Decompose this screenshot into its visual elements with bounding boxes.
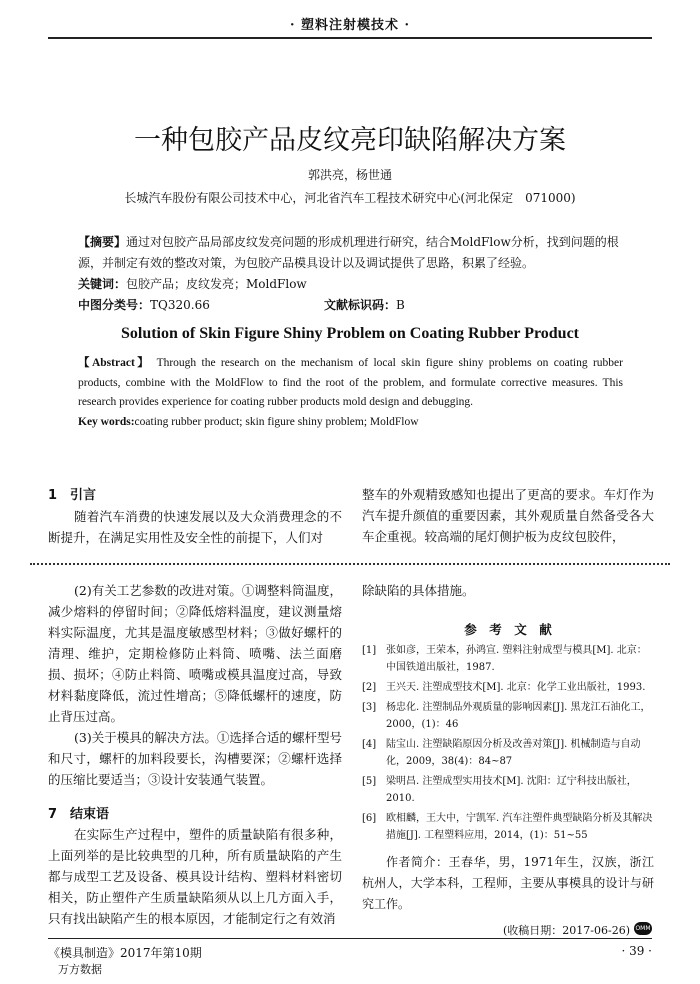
affiliation: 长城汽车股份有限公司技术中心，河北省汽车工程技术研究中心(河北保定 071000) — [124, 191, 576, 205]
intro-heading: 1 引言 — [48, 488, 97, 503]
author-bio: 作者简介：王春华，男，1971年生，汉族，浙江杭州人，大学本科，工程师，主要从事模具的设计与研究工作。 — [362, 855, 654, 911]
reference-list — [362, 642, 654, 847]
reference-item: [6] 欧相麟，王大中，宁凯军. 汽车注塑件典型缺陷分析及其解决措施[J]. 工程塑料应用，2014，(1)：51~55 — [362, 813, 653, 841]
journal-section-header: · 塑料注射模技术 · — [289, 18, 411, 33]
keywords-en-label: Key words: — [78, 415, 135, 428]
conclusion-text: 在实际生产过程中，塑件的质量缺陷有很多种，上面列举的是比较典型的几种，所有质量缺陷的产生都与成型工艺及设备、模具设计结构、塑料材料密切相关，防止塑件产生质量缺陷须从以上几方面入手，只有找出缺陷产生的根本原因，才能制定行之有效消 — [48, 827, 342, 926]
authors: 郭洪亮，杨世通 — [307, 168, 392, 182]
keywords-cn-label: 关键词： — [78, 277, 127, 291]
abstract-en — [78, 354, 623, 432]
page-break-separator — [30, 563, 670, 565]
omm-badge: OMM — [634, 922, 652, 935]
intro-left-text: 随着汽车消费的快速发展以及大众消费理念的不断提升，在满足实用性及安全性的前提下，人们对 — [48, 509, 342, 545]
keywords-cn: 包胶产品；皮纹发亮；MoldFlow — [126, 277, 307, 291]
continuation-text: 除缺陷的具体措施。 — [362, 583, 475, 598]
page-number: · 39 · — [621, 944, 652, 958]
abstract-en-text: Through the research on the mechanism of local skin figure shiny problems on coating rubber products, combine with the MoldFlow to find the root of the problem, and formulate corrective measures. This research provides experience for coating rubber products mold design and debugging. — [78, 357, 623, 408]
english-title: Solution of Skin Figure Shiny Problem on Coating Rubber Product — [120, 325, 579, 342]
lower-left-column — [48, 580, 342, 790]
reference-item: [2] 王兴天. 注塑成型技术[M]. 北京：化学工业出版社，1993. — [362, 682, 646, 693]
keywords-en: coating rubber product; skin figure shiny problem; MoldFlow — [134, 415, 419, 428]
abstract-cn-label: 【摘要】 — [78, 235, 127, 249]
abstract-cn — [78, 232, 623, 316]
reference-item: [1] 张如彦，王荣本，孙鸿宣. 塑料注射成型与模具[M]. 北京：中国铁道出版社，1987. — [362, 645, 647, 673]
footer-database: 万方数据 — [58, 963, 102, 976]
page-title: 一种包胶产品皮纹亮印缺陷解决方案 — [134, 125, 566, 156]
clc-value: TQ320.66 — [150, 298, 210, 312]
footer-rule — [48, 938, 652, 939]
intro-right-text: 整车的外观精致感知也提出了更高的要求。车灯作为汽车提升颜值的重要因素，其外观质量自然备受各大车企重视。较高端的尾灯侧护板为皮纹包胶件， — [362, 487, 654, 544]
clc-label: 中图分类号： — [78, 298, 151, 312]
reference-item: [4] 陆宝山. 注塑缺陷原因分析及改善对策[J]. 机械制造与自动化，2009，38(4)：84~87 — [362, 739, 641, 767]
abstract-cn-text: 通过对包胶产品局部皮纹发亮问题的形成机理进行研究，结合MoldFlow分析，找到问题的根源，并制定有效的整改对策，为包胶产品模具设计以及调试提供了思路，积累了经验。 — [78, 235, 619, 270]
conclusion-heading: 7 结束语 — [48, 807, 110, 822]
received-date: (收稿日期：2017-06-26) — [502, 924, 630, 937]
reference-item: [5] 梁明昌. 注塑成型实用技术[M]. 沈阳：辽宁科技出版社，2010. — [362, 776, 637, 804]
references-heading: 参 考 文 献 — [464, 622, 552, 637]
abstract-en-label: 【Abstract】 — [78, 357, 152, 369]
process-measures-paragraph: (2)有关工艺参数的改进对策。①调整料筒温度，减少熔料的停留时间；②降低熔料温度，建议测量熔料实际温度，尤其是温度敏感型材料；③做好螺杆的清理、维护，定期检修防止料筒、喷嘴、法兰面磨损、损坏；④防止料筒、喷嘴或模具温度过高，导致材料黏度降低，流过性增高；⑤降低螺杆的速度，防止背压过高。 — [48, 583, 342, 724]
reference-item: [3] 杨忠化. 注塑制品外观质量的影响因素[J]. 黑龙江石油化工，2000，(1)：46 — [362, 702, 651, 730]
mold-measures-paragraph: (3)关于模具的解决方法。①选择合适的螺杆型号和尺寸，螺杆的加料段要长，沟槽要深；②螺杆选择的压缩比要适当；③设计安装通气装置。 — [48, 730, 342, 787]
doc-code-value: B — [396, 298, 405, 312]
header-rule — [48, 37, 652, 39]
doc-code-label: 文献标识码： — [324, 298, 397, 312]
footer-journal: 《模具制造》2017年第10期 — [48, 946, 202, 960]
